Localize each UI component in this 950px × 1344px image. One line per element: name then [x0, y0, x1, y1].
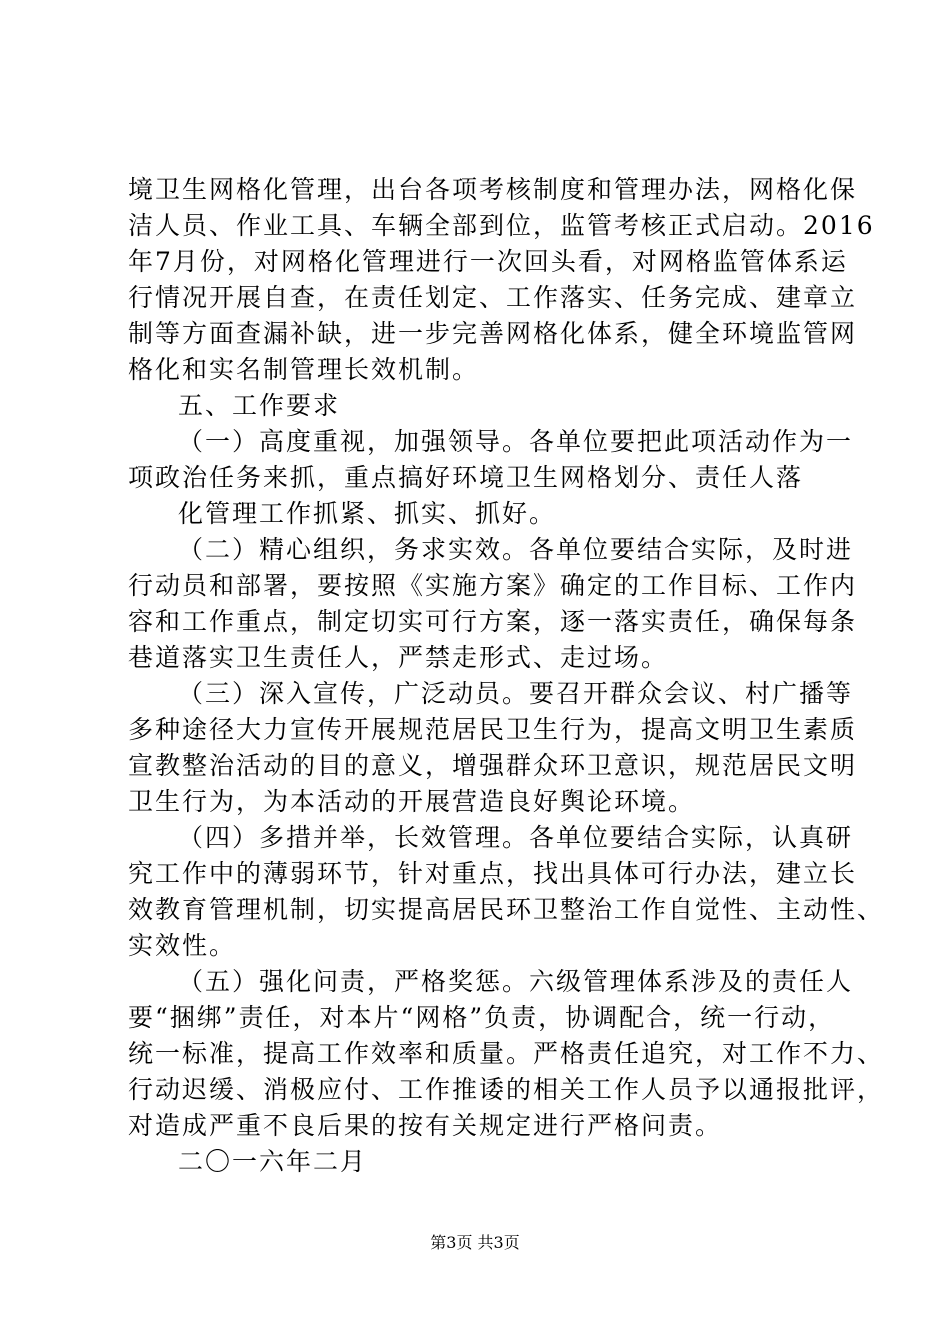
text-line: 容和工作重点，制定切实可行方案，逐一落实责任，确保每条 [128, 607, 858, 636]
text-line: 究工作中的薄弱环节，针对重点，找出具体可行办法，建立长 [128, 859, 858, 888]
text-line: （二）精心组织，务求实效。各单位要结合实际，及时进 [178, 535, 854, 564]
text-line: （一）高度重视，加强领导。各单位要把此项活动作为一 [178, 427, 854, 456]
text-line: 巷道落实卫生责任人，严禁走形式、走过场。 [128, 643, 669, 672]
text-line: 统一标准，提高工作效率和质量。严格责任追究，对工作不力、 [128, 1039, 885, 1068]
text-line: 年7月份，对网格化管理进行一次回头看，对网格监管体系运 [128, 247, 848, 276]
text-line: 境卫生网格化管理，出台各项考核制度和管理办法，网格化保 [128, 175, 858, 204]
text-line: 效教育管理机制，切实提高居民环卫整治工作自觉性、主动性、 [128, 895, 885, 924]
text-line: 多种途径大力宣传开展规范居民卫生行为，提高文明卫生素质 [128, 715, 858, 744]
page-footer: 第3页 共3页 [430, 1233, 520, 1252]
text-line: 实效性。 [128, 931, 237, 960]
text-line: （三）深入宣传，广泛动员。要召开群众会议、村广播等 [178, 679, 854, 708]
text-line: 制等方面查漏补缺，进一步完善网格化体系，健全环境监管网 [128, 319, 858, 348]
text-line: 行情况开展自查，在责任划定、工作落实、任务完成、建章立 [128, 283, 858, 312]
text-line: 卫生行为，为本活动的开展营造良好舆论环境。 [128, 787, 696, 816]
text-line: （五）强化问责，严格奖惩。六级管理体系涉及的责任人 [178, 967, 854, 996]
text-line: 对造成严重不良后果的按有关规定进行严格问责。 [128, 1111, 723, 1140]
text-line: 化管理工作抓紧、抓实、抓好。 [178, 499, 557, 528]
text-line: 行动员和部署，要按照《实施方案》确定的工作目标、工作内 [128, 571, 858, 600]
text-line: 行动迟缓、消极应付、工作推诿的相关工作人员予以通报批评， [128, 1075, 885, 1104]
document-date: 二〇一六年二月 [178, 1147, 368, 1176]
section-heading: 五、工作要求 [178, 391, 341, 420]
text-line: 洁人员、作业工具、车辆全部到位，监管考核正式启动。2016 [128, 211, 875, 240]
text-line: 项政治任务来抓，重点搞好环境卫生网格划分、责任人落 [128, 463, 804, 492]
text-line: 要“捆绑”责任，对本片“网格”负责，协调配合，统一行动， [128, 1003, 836, 1032]
text-line: 格化和实名制管理长效机制。 [128, 355, 480, 384]
text-line: 宣教整治活动的目的意义，增强群众环卫意识，规范居民文明 [128, 751, 858, 780]
text-line: （四）多措并举，长效管理。各单位要结合实际，认真研 [178, 823, 854, 852]
document-body [128, 172, 885, 1180]
